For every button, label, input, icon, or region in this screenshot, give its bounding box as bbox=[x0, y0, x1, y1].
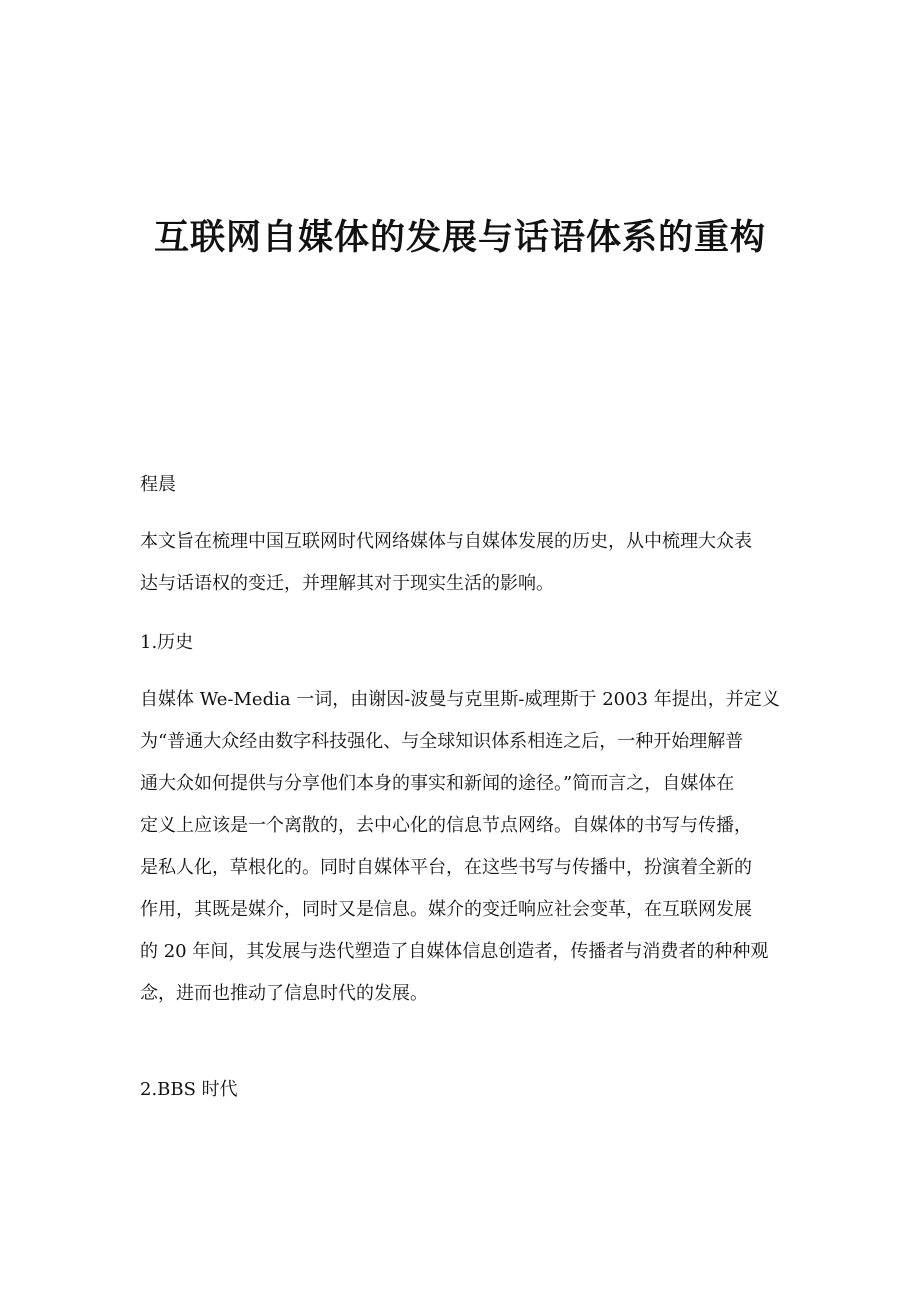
history-line: 通大众如何提供与分享他们本身的事实和新闻的途径。”简而言之，自媒体在 bbox=[140, 773, 735, 794]
history-line: 定义上应该是一个离散的，去中心化的信息节点网络。自媒体的书写与传播， bbox=[140, 815, 752, 836]
history-line: 为“普通大众经由数字科技强化、与全球知识体系相连之后，一种开始理解普 bbox=[140, 731, 744, 752]
author-name: 程晨 bbox=[140, 474, 176, 495]
history-line: 是私人化，草根化的。同时自媒体平台，在这些书写与传播中，扮演着全新的 bbox=[140, 857, 752, 878]
history-line: 的 20 年间，其发展与迭代塑造了自媒体信息创造者，传播者与消费者的种种观 bbox=[140, 941, 769, 962]
history-line: 念，进而也推动了信息时代的发展。 bbox=[140, 983, 428, 1004]
abstract-line: 达与话语权的变迁，并理解其对于现实生活的影响。 bbox=[140, 573, 554, 594]
document-title: 互联网自媒体的发展与话语体系的重构 bbox=[153, 217, 766, 258]
section-heading-history: 1.历史 bbox=[140, 632, 194, 653]
section-heading-bbs: 2.BBS 时代 bbox=[140, 1079, 238, 1100]
history-line: 自媒体 We-Media 一词，由谢因-波曼与克里斯-威理斯于 2003 年提出，并定义 bbox=[140, 689, 780, 710]
history-line: 作用，其既是媒介，同时又是信息。媒介的变迁响应社会变革，在互联网发展 bbox=[140, 899, 752, 920]
history-paragraph bbox=[140, 679, 785, 1015]
abstract-line: 本文旨在梳理中国互联网时代网络媒体与自媒体发展的历史，从中梳理大众表 bbox=[140, 531, 752, 552]
abstract-paragraph bbox=[140, 521, 785, 605]
